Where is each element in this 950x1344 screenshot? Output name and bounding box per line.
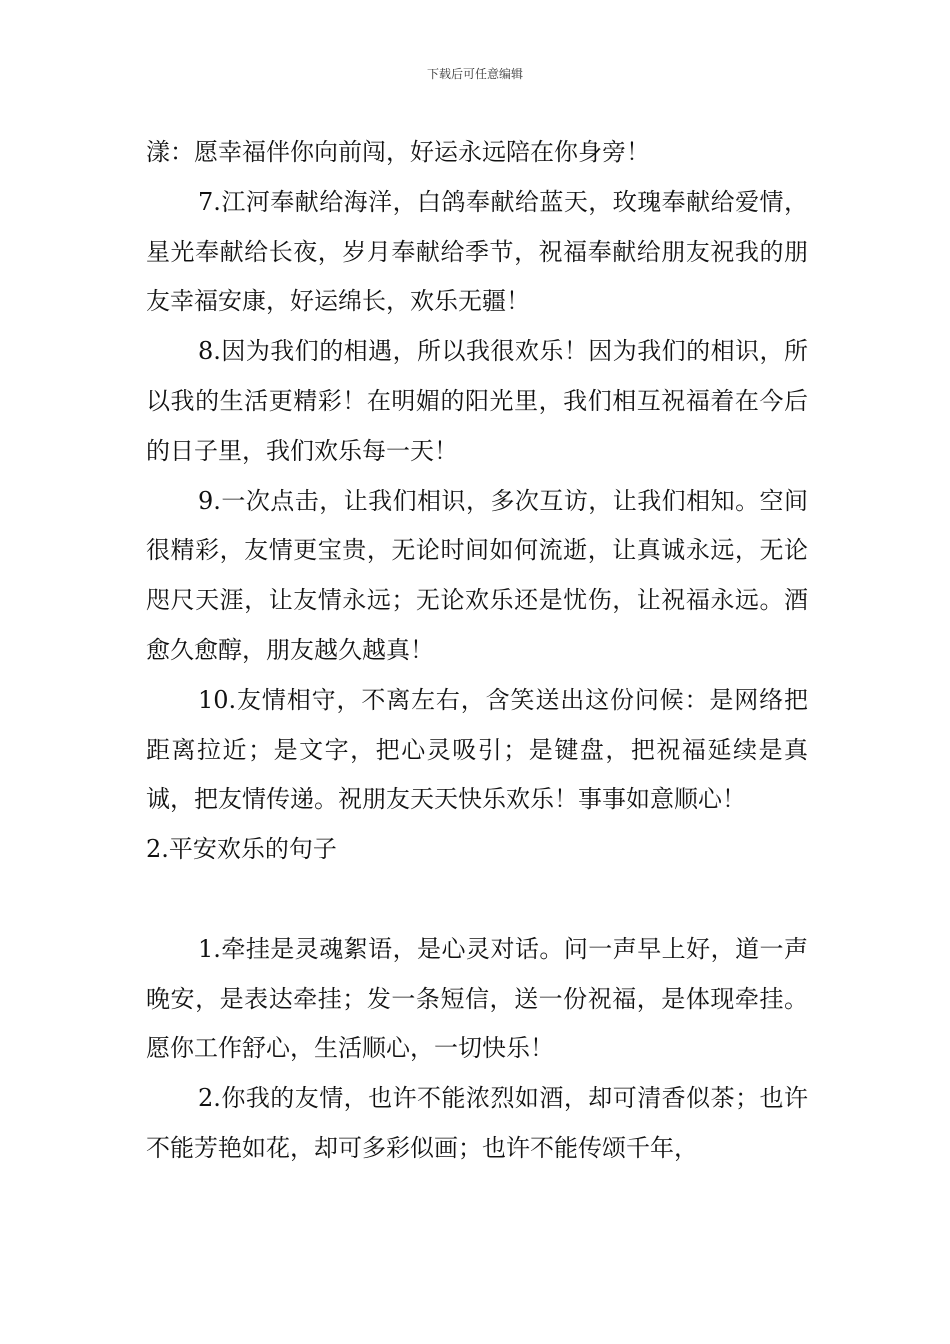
page-header: 下载后可任意编辑 (426, 67, 523, 81)
blank-line (146, 875, 808, 925)
paragraph-item-9: 9.一次点击，让我们相识，多次互访，让我们相知。空间很精彩，友情更宝贵，无论时间如何流逝，让真诚永远，无论咫尺天涯，让友情永远；无论欢乐还是忧伤，让祝福永远。酒愈久愈醇，朋友越久越真！ (146, 486, 808, 664)
paragraph-item-7: 7.江河奉献给海洋，白鸽奉献给蓝天，玫瑰奉献给爱情，星光奉献给长夜，岁月奉献给季节，祝福奉献给朋友祝我的朋友幸福安康，好运绵长，欢乐无疆！ (146, 187, 808, 316)
paragraph-item-2: 2.你我的友情，也许不能浓烈如酒，却可清香似茶；也许不能芳艳如花，却可多彩似画；也许不能传颂千年， (146, 1084, 808, 1162)
paragraph-item-1: 1.牵挂是灵魂絮语，是心灵对话。问一声早上好，道一声晚安，是表达牵挂；发一条短信，送一份祝福，是体现牵挂。愿你工作舒心，生活顺心，一切快乐！ (146, 934, 808, 1063)
section-heading: 2.平安欢乐的句子 (146, 835, 337, 864)
paragraph-item-8: 8.因为我们的相遇，所以我很欢乐！因为我们的相识，所以我的生活更精彩！在明媚的阳光里，我们相互祝福着在今后的日子里，我们欢乐每一天！ (146, 337, 808, 465)
paragraph-continuation: 漾：愿幸福伴你向前闯，好运永远陪在你身旁！ (146, 138, 650, 166)
document-body (146, 128, 808, 1174)
paragraph-item-10: 10.友情相守，不离左右，含笑送出这份问候：是网络把距离拉近；是文字，把心灵吸引；是键盘，把祝福延续是真诚，把友情传递。祝朋友天天快乐欢乐！事事如意顺心！ (146, 685, 808, 814)
